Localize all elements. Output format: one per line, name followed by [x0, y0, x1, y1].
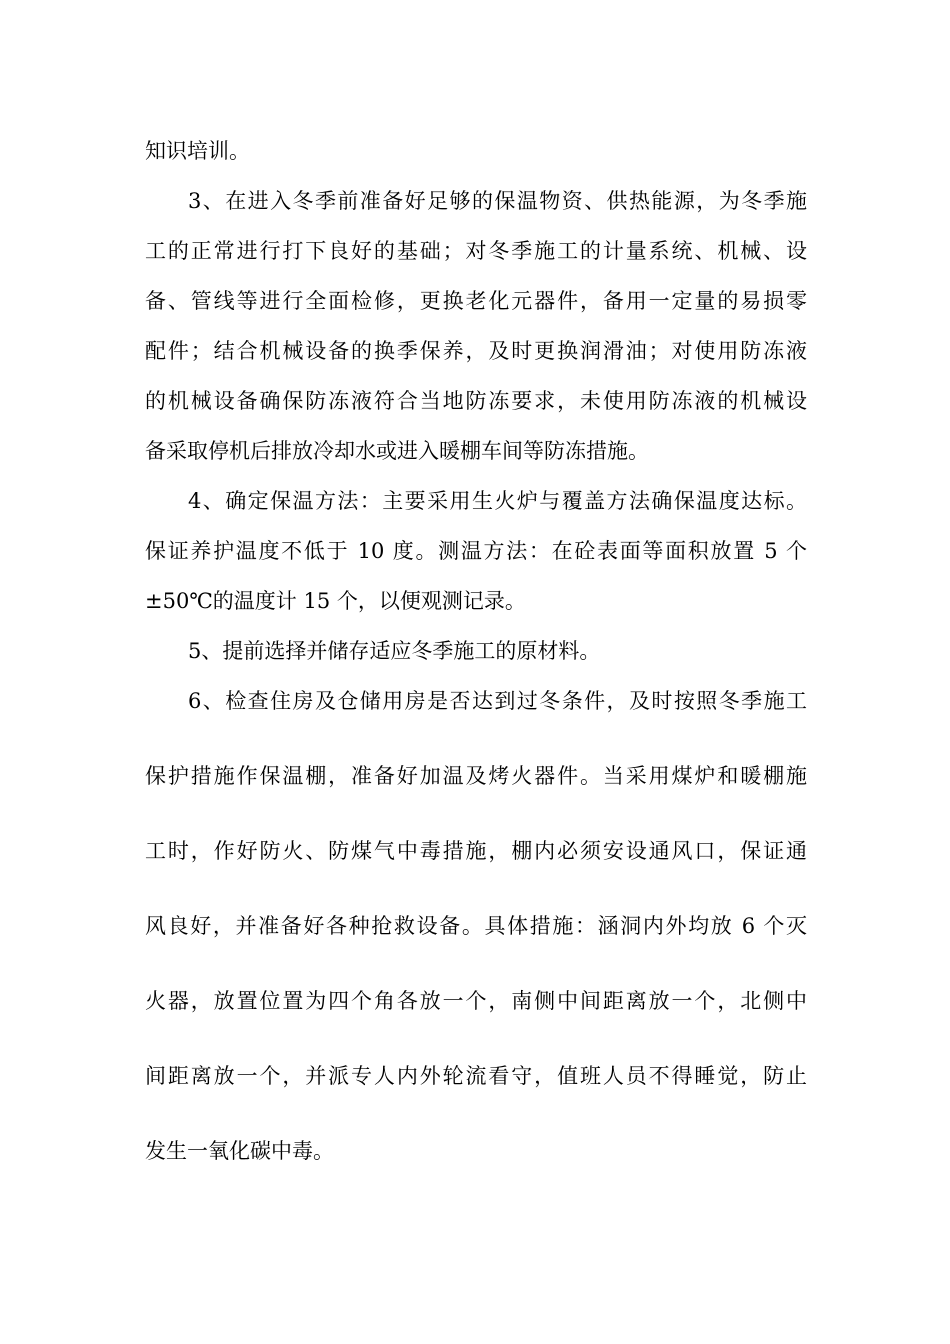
- paragraph-6-start: 6、检查住房及仓储用房是否达到过冬条件，及时按照冬季施工: [188, 689, 807, 713]
- text-line: 风良好，并准备好各种抢救设备。具体措施：涵洞内外均放 6 个灭: [145, 914, 807, 938]
- text-line: 备采取停机后排放冷却水或进入暖棚车间等防冻措施。: [145, 439, 649, 463]
- text-line: 配件；结合机械设备的换季保养，及时更换润滑油；对使用防冻液: [145, 339, 807, 363]
- text-line: 发生一氧化碳中毒。: [145, 1139, 334, 1163]
- text-line: 的机械设备确保防冻液符合当地防冻要求，未使用防冻液的机械设: [145, 389, 807, 413]
- text-line: 工时，作好防火、防煤气中毒措施，棚内必须安设通风口，保证通: [145, 839, 807, 863]
- paragraph-5: 5、提前选择并储存适应冬季施工的原材料。: [188, 639, 601, 663]
- text-line: 工的正常进行打下良好的基础；对冬季施工的计量系统、机械、设: [145, 239, 807, 263]
- text-line: 间距离放一个，并派专人内外轮流看守，值班人员不得睡觉，防止: [145, 1064, 807, 1088]
- paragraph-4-start: 4、确定保温方法：主要采用生火炉与覆盖方法确保温度达标。: [188, 489, 807, 513]
- text-line: ±50℃的温度计 15 个，以便观测记录。: [145, 589, 526, 613]
- text-line: 火器，放置位置为四个角各放一个，南侧中间距离放一个，北侧中: [145, 989, 807, 1013]
- paragraph-3-start: 3、在进入冬季前准备好足够的保温物资、供热能源，为冬季施: [188, 189, 807, 213]
- text-line: 知识培训。: [145, 139, 250, 163]
- text-line: 备、管线等进行全面检修，更换老化元器件，备用一定量的易损零: [145, 289, 807, 313]
- text-line: 保护措施作保温棚，准备好加温及烤火器件。当采用煤炉和暖棚施: [145, 764, 807, 788]
- text-line: 保证养护温度不低于 10 度。测温方法：在砼表面等面积放置 5 个: [145, 539, 807, 563]
